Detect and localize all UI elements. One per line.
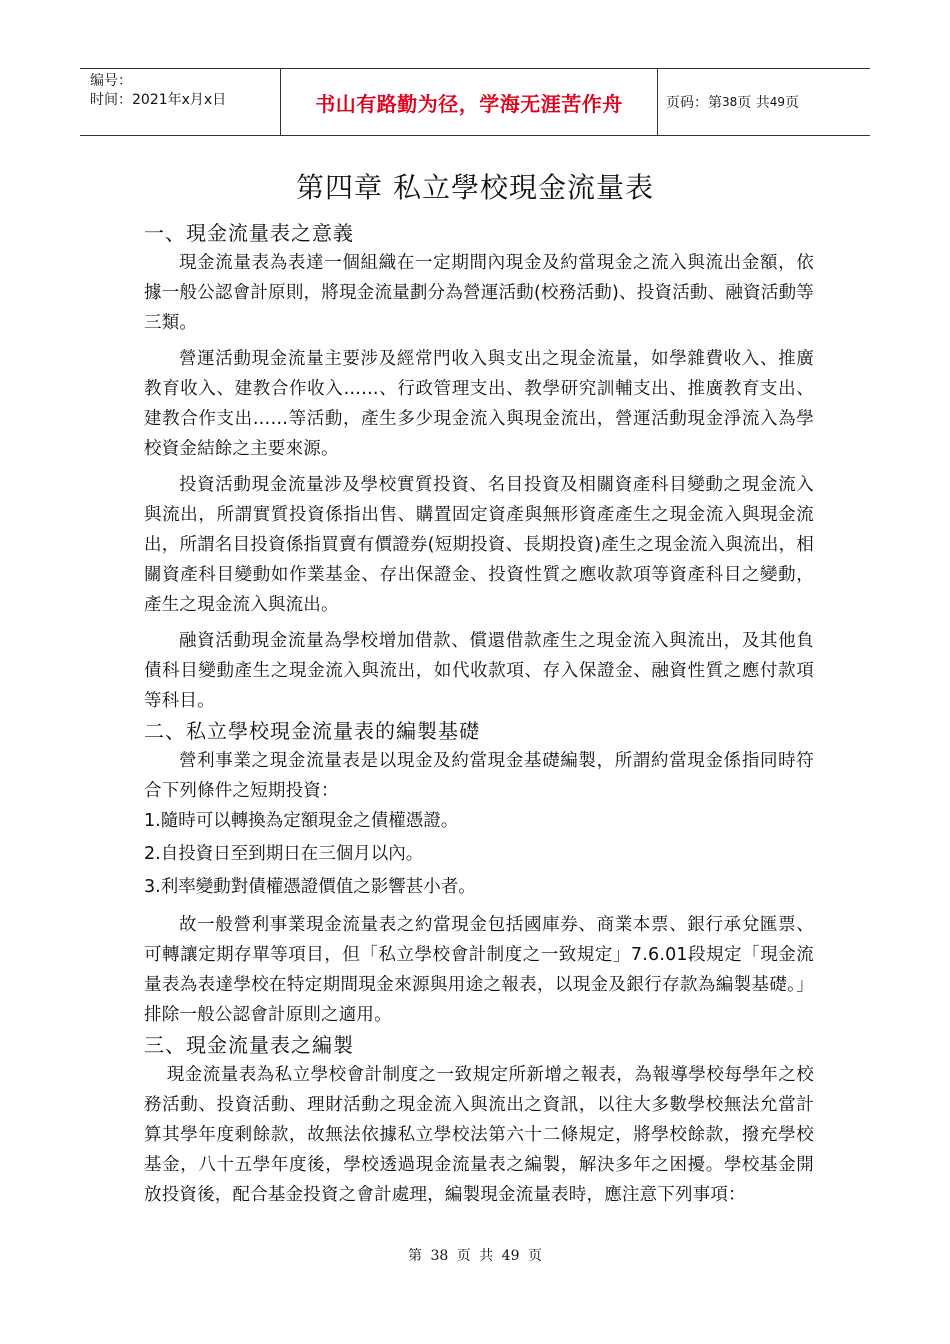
section-1-paragraph-4: 融資活動現金流量為學校增加借款、償還借款產生之現金流入與流出，及其他負債科目變動產生之現金流入與流出，如代收款項、存入保證金、融資性質之應付款項等科目。 — [144, 631, 814, 711]
page-header — [80, 68, 870, 136]
footer-current: 38 — [430, 1248, 449, 1264]
section-2-paragraph-2: 故一般營利事業現金流量表之約當現金包括國庫券、商業本票、銀行承兌匯票、可轉讓定期存單等項目，但「私立學校會計制度之一致規定」7.6.01段規定「現金流量表為表達學校在特定期間現金來源與用途之報表，以現金及銀行存款為編製基礎。」排除一般公認會計原則之適用。 — [144, 915, 814, 1025]
header-motto: 书山有路勤为径，学海无涯苦作舟 — [280, 69, 658, 135]
page-current: 38 — [722, 95, 738, 109]
chapter-title: 第四章 私立學校現金流量表 — [296, 171, 654, 204]
condition-item-3: 3.利率變動對債權憑證價值之影響甚小者。 — [144, 877, 476, 897]
footer-mid: 页 共 — [456, 1248, 494, 1264]
section-1-heading: 一、現金流量表之意義 — [144, 221, 354, 245]
page-mid: 页 共 — [737, 95, 770, 111]
section-3-heading: 三、現金流量表之編製 — [144, 1033, 354, 1057]
section-1-paragraph-3: 投資活動現金流量涉及學校實質投資、名目投資及相關資產科目變動之現金流入與流出，所謂實質投資係指出售、購置固定資產與無形資產產生之現金流入與現金流出，所謂名目投資係指買賣有價證券(短期投資、長期投資)產生之現金流入與流出，相關資產科目變動如作業基金、存出保證金、投資性質之應收款項等資產科目之變動，產生之現金流入與流出。 — [144, 475, 814, 615]
section-2-paragraph-1: 營利事業之現金流量表是以現金及約當現金基礎編製，所謂約當現金係指同時符合下列條件之短期投資： — [144, 751, 814, 801]
condition-item-2: 2.自投資日至到期日在三個月以內。 — [144, 844, 424, 864]
document-date-label: 时间：2021年x月x日 — [90, 92, 227, 108]
page-footer — [0, 1245, 950, 1265]
section-1-paragraph-2: 營運活動現金流量主要涉及經常門收入與支出之現金流量，如學雜費收入、推廣教育收入、建教合作收入……、行政管理支出、教學研究訓輔支出、推廣教育支出、建教合作支出……等活動，產生多少現金流入與現金流出，營運活動現金淨流入為學校資金結餘之主要來源。 — [144, 349, 814, 459]
page-total: 49 — [769, 95, 786, 109]
footer-total: 49 — [501, 1248, 520, 1264]
footer-prefix: 第 — [408, 1248, 423, 1264]
document-number-label: 编号： — [90, 73, 132, 89]
document-body — [144, 218, 814, 1210]
page-suffix: 页 — [785, 95, 800, 111]
section-3-paragraph-1: 現金流量表為私立學校會計制度之一致規定所新增之報表，為報導學校每學年之校務活動、投資活動、理財活動之現金流入與流出之資訊，以往大多數學校無法允當計算其學年度剩餘款，故無法依據私立學校法第六十二條規定，將學校餘款，撥充學校基金，八十五學年度後，學校透過現金流量表之編製，解決多年之困擾。學校基金開放投資後，配合基金投資之會計處理，編製現金流量表時，應注意下列事項： — [144, 1065, 814, 1205]
footer-suffix: 页 — [527, 1248, 542, 1264]
section-2-heading: 二、私立學校現金流量表的編製基礎 — [144, 719, 480, 743]
header-page-number — [658, 69, 870, 135]
condition-item-1: 1.隨時可以轉換為定額現金之債權憑證。 — [144, 811, 459, 831]
section-1-paragraph-1: 現金流量表為表達一個組織在一定期間內現金及約當現金之流入與流出金額，依據一般公認會計原則，將現金流量劃分為營運活動(校務活動)、投資活動、融資活動等三類。 — [144, 253, 814, 333]
page-prefix: 页码：第 — [666, 95, 722, 111]
header-meta — [80, 69, 280, 135]
